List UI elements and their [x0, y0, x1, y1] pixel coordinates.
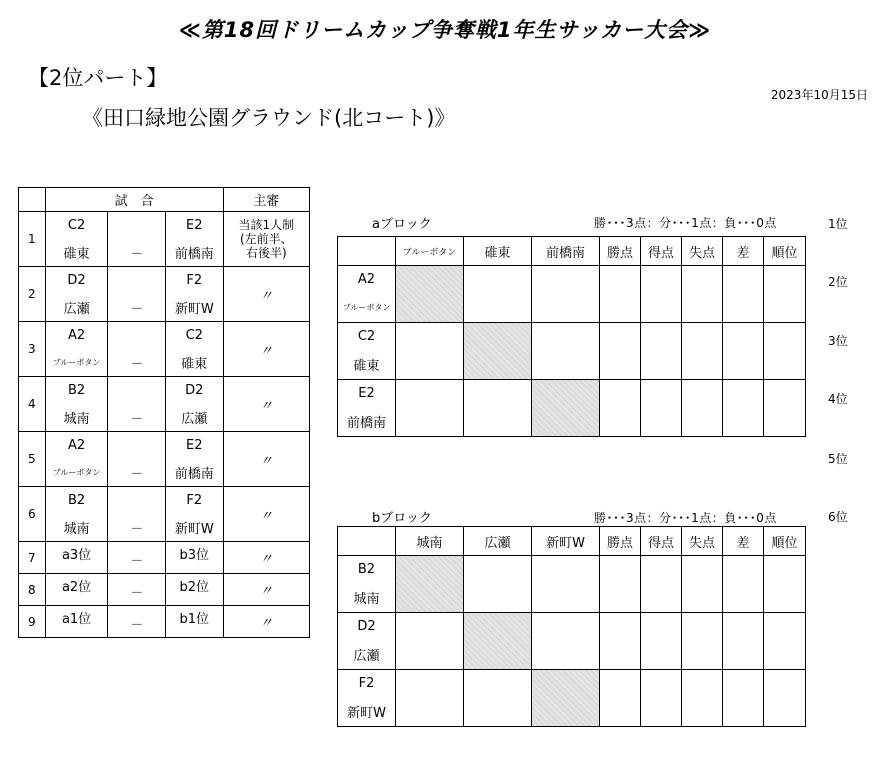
self-match-cell [396, 556, 464, 613]
home-team-code: B2 [45, 377, 108, 405]
goals-against-cell [682, 323, 723, 380]
team-row-name: ブルーボタン [338, 292, 396, 323]
final-rank-label: 3位 [828, 334, 848, 348]
corner-cell [338, 527, 396, 556]
points-cell [600, 613, 641, 670]
referee-ditto: 〃 [223, 322, 309, 377]
difference-cell [723, 266, 764, 323]
home-slot: a3位 [45, 542, 108, 574]
goals-against-cell [682, 670, 723, 727]
goals-against-cell [682, 380, 723, 437]
table-row [338, 670, 806, 697]
schedule-header-blank [19, 188, 46, 212]
away-team-name: 新町W [165, 514, 223, 542]
schedule-header-referee: 主審 [223, 188, 309, 212]
self-match-cell [396, 266, 464, 323]
referee-line: (左前半、 [239, 232, 293, 246]
corner-cell [338, 237, 396, 266]
self-match-cell [464, 613, 532, 670]
match-number: 1 [19, 212, 46, 267]
block-b-table [337, 526, 806, 727]
vs-separator: － [108, 267, 166, 322]
stat-header-points: 勝点 [600, 527, 641, 556]
goals-for-cell [641, 556, 682, 613]
rank-cell [764, 613, 806, 670]
vs-separator: － [108, 212, 166, 267]
vs-separator: － [108, 487, 166, 542]
vs-separator: － [108, 432, 166, 487]
away-team-name: 新町W [165, 294, 223, 322]
match-number: 4 [19, 377, 46, 432]
vs-separator: － [108, 606, 166, 638]
away-team-code: D2 [165, 377, 223, 405]
referee-ditto: 〃 [223, 606, 309, 638]
match-number: 7 [19, 542, 46, 574]
referee-ditto: 〃 [223, 377, 309, 432]
stat-header-difference: 差 [723, 527, 764, 556]
points-cell [600, 670, 641, 727]
points-cell [600, 556, 641, 613]
team-column-header: 広瀬 [464, 527, 532, 556]
block-a-title: aブロック [372, 217, 432, 232]
difference-cell [723, 670, 764, 727]
team-column-header: 碓東 [464, 237, 532, 266]
team-row-code: D2 [338, 613, 396, 640]
away-slot: b2位 [165, 574, 223, 606]
table-row [338, 380, 806, 407]
team-row-name: 城南 [338, 582, 396, 613]
vs-separator: － [108, 574, 166, 606]
block-a-table [337, 236, 806, 437]
away-team-code: E2 [165, 432, 223, 460]
team-row-code: C2 [338, 323, 396, 350]
home-team-code: C2 [45, 212, 108, 240]
team-column-header: 新町W [532, 527, 600, 556]
home-team-code: A2 [45, 322, 108, 350]
referee-ditto: 〃 [223, 267, 309, 322]
away-team-name: 広瀬 [165, 404, 223, 432]
goals-for-cell [641, 670, 682, 727]
table-row [338, 556, 806, 583]
result-cell [464, 670, 532, 727]
home-team-name: ブルーボタン [45, 349, 108, 377]
match-number: 9 [19, 606, 46, 638]
result-cell [532, 266, 600, 323]
final-rank-label: 1位 [828, 217, 848, 231]
match-number: 2 [19, 267, 46, 322]
table-row [19, 322, 310, 350]
final-rank-label: 4位 [828, 392, 848, 406]
self-match-cell [532, 670, 600, 727]
vs-separator: － [108, 542, 166, 574]
away-slot: b1位 [165, 606, 223, 638]
stat-header-goals-against: 失点 [682, 527, 723, 556]
vs-separator: － [108, 377, 166, 432]
stat-header-goals-against: 失点 [682, 237, 723, 266]
home-team-name: 城南 [45, 514, 108, 542]
goals-against-cell [682, 556, 723, 613]
table-row [19, 212, 310, 240]
result-cell [532, 613, 600, 670]
team-row-code: B2 [338, 556, 396, 583]
result-cell [532, 556, 600, 613]
away-team-name: 碓東 [165, 349, 223, 377]
goals-against-cell [682, 266, 723, 323]
match-schedule-table [18, 187, 310, 638]
rank-cell [764, 670, 806, 727]
block-b-title: bブロック [372, 511, 432, 526]
points-cell [600, 266, 641, 323]
stat-header-goals-for: 得点 [641, 237, 682, 266]
goals-against-cell [682, 613, 723, 670]
away-team-code: F2 [165, 267, 223, 295]
rank-cell [764, 556, 806, 613]
difference-cell [723, 380, 764, 437]
date-label: 2023年10月15日 [770, 88, 868, 102]
rank-cell [764, 323, 806, 380]
result-cell [396, 380, 464, 437]
result-cell [396, 670, 464, 727]
home-team-name: 城南 [45, 404, 108, 432]
home-team-name: 碓東 [45, 239, 108, 267]
stat-header-difference: 差 [723, 237, 764, 266]
result-cell [464, 266, 532, 323]
goals-for-cell [641, 380, 682, 437]
away-team-code: C2 [165, 322, 223, 350]
difference-cell [723, 556, 764, 613]
referee-ditto: 〃 [223, 574, 309, 606]
team-row-name: 碓東 [338, 349, 396, 380]
final-rank-label: 5位 [828, 452, 848, 466]
home-team-name: 広瀬 [45, 294, 108, 322]
block-b-header-row [338, 527, 806, 556]
block-a-header-row [338, 237, 806, 266]
away-team-code: F2 [165, 487, 223, 515]
team-row-code: F2 [338, 670, 396, 697]
team-row-name: 新町W [338, 696, 396, 727]
stat-header-rank: 順位 [764, 527, 806, 556]
final-rank-label: 2位 [828, 275, 848, 289]
home-slot: a2位 [45, 574, 108, 606]
table-row [338, 613, 806, 640]
goals-for-cell [641, 613, 682, 670]
self-match-cell [532, 380, 600, 437]
points-cell [600, 323, 641, 380]
team-row-code: E2 [338, 380, 396, 407]
block-a-points-rule: 勝･･･3点：分･･･1点：負･･･0点 [594, 216, 777, 230]
goals-for-cell [641, 266, 682, 323]
stat-header-rank: 順位 [764, 237, 806, 266]
table-row [338, 266, 806, 293]
away-team-name: 前橋南 [165, 239, 223, 267]
referee-ditto: 〃 [223, 432, 309, 487]
result-cell [396, 323, 464, 380]
home-team-code: D2 [45, 267, 108, 295]
difference-cell [723, 613, 764, 670]
result-cell [532, 323, 600, 380]
team-column-header: 前橋南 [532, 237, 600, 266]
result-cell [396, 613, 464, 670]
schedule-header-match: 試 合 [45, 188, 223, 212]
referee-line: 右後半) [245, 246, 287, 260]
table-row [338, 323, 806, 350]
away-slot: b3位 [165, 542, 223, 574]
team-column-header: ブルーボタン [396, 237, 464, 266]
home-team-name: ブルーボタン [45, 459, 108, 487]
referee-ditto: 〃 [223, 487, 309, 542]
difference-cell [723, 323, 764, 380]
page-title: ≪第18回ドリームカップ争奪戦1年生サッカー大会≫ [178, 18, 712, 42]
vs-separator: － [108, 322, 166, 377]
final-rank-label: 6位 [828, 510, 848, 524]
away-team-code: E2 [165, 212, 223, 240]
table-row [19, 267, 310, 295]
match-number: 5 [19, 432, 46, 487]
home-team-code: A2 [45, 432, 108, 460]
rank-cell [764, 380, 806, 437]
rank-cell [764, 266, 806, 323]
table-row [19, 377, 310, 405]
home-slot: a1位 [45, 606, 108, 638]
match-number: 6 [19, 487, 46, 542]
self-match-cell [464, 323, 532, 380]
stat-header-goals-for: 得点 [641, 527, 682, 556]
team-row-code: A2 [338, 266, 396, 293]
match-number: 8 [19, 574, 46, 606]
result-cell [464, 556, 532, 613]
referee-line: 当該1人制 [238, 218, 295, 232]
table-row [19, 487, 310, 515]
part-label: 【2位パート】 [28, 66, 168, 90]
home-team-code: B2 [45, 487, 108, 515]
team-column-header: 城南 [396, 527, 464, 556]
table-row [19, 432, 310, 460]
match-number: 3 [19, 322, 46, 377]
result-cell [464, 380, 532, 437]
team-row-name: 前橋南 [338, 406, 396, 437]
team-row-name: 広瀬 [338, 639, 396, 670]
points-cell [600, 380, 641, 437]
referee-cell [223, 212, 309, 267]
schedule-header-row [19, 188, 310, 212]
referee-ditto: 〃 [223, 542, 309, 574]
goals-for-cell [641, 323, 682, 380]
away-team-name: 前橋南 [165, 459, 223, 487]
venue-label: 《田口緑地公園グラウンド(北コート)》 [82, 106, 456, 130]
block-b-points-rule: 勝･･･3点：分･･･1点：負･･･0点 [594, 511, 777, 525]
stat-header-points: 勝点 [600, 237, 641, 266]
